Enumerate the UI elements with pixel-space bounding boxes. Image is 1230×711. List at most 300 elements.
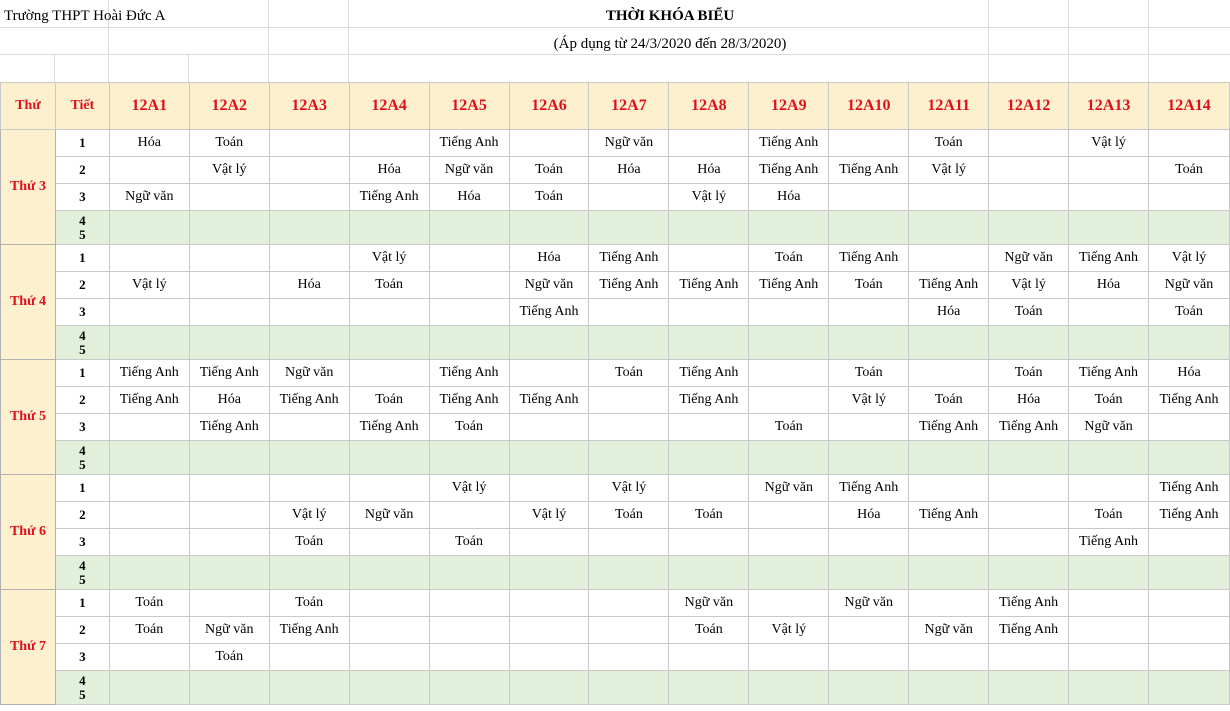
- subject-cell: [669, 475, 749, 502]
- period-row: [1, 529, 1230, 556]
- subject-cell: Toán: [349, 387, 429, 414]
- period-row-4-5: [1, 211, 1230, 245]
- empty-cell: [749, 671, 829, 705]
- subject-cell: Ngữ văn: [269, 360, 349, 387]
- empty-cell: [349, 326, 429, 360]
- empty-cell: [669, 556, 749, 590]
- empty-cell: [189, 556, 269, 590]
- subject-cell: [429, 299, 509, 326]
- subject-cell: Ngữ văn: [189, 617, 269, 644]
- page-subtitle: (Áp dụng từ 24/3/2020 đến 28/3/2020): [553, 36, 787, 52]
- subject-cell: Toán: [989, 360, 1069, 387]
- subject-cell: Tiếng Anh: [749, 272, 829, 299]
- subject-cell: [829, 299, 909, 326]
- subject-cell: [189, 272, 269, 299]
- subject-cell: [1149, 529, 1230, 556]
- empty-cell: [109, 671, 189, 705]
- subject-cell: Tiếng Anh: [1069, 360, 1149, 387]
- subject-cell: [909, 184, 989, 211]
- subject-cell: [269, 130, 349, 157]
- empty-cell: [189, 671, 269, 705]
- period-number: 3: [55, 299, 109, 326]
- subject-cell: [189, 299, 269, 326]
- period-row: [1, 299, 1230, 326]
- period-number: 2: [55, 272, 109, 299]
- class-header: 12A3: [269, 83, 349, 130]
- class-header: 12A5: [429, 83, 509, 130]
- subject-cell: Toán: [109, 590, 189, 617]
- subject-cell: [509, 414, 589, 441]
- subject-cell: Tiếng Anh: [909, 414, 989, 441]
- period-number: 5: [79, 456, 86, 472]
- empty-cell: [749, 211, 829, 245]
- subject-cell: Toán: [109, 617, 189, 644]
- empty-cell: [1069, 326, 1149, 360]
- subject-cell: [589, 387, 669, 414]
- subject-cell: [669, 299, 749, 326]
- subject-cell: Tiếng Anh: [589, 245, 669, 272]
- subject-cell: [829, 184, 909, 211]
- period-number-4-5: [55, 326, 109, 360]
- period-number: 1: [55, 475, 109, 502]
- subject-cell: Tiếng Anh: [1069, 529, 1149, 556]
- subject-cell: Tiếng Anh: [349, 414, 429, 441]
- period-number: 3: [55, 529, 109, 556]
- subject-cell: [269, 157, 349, 184]
- subject-cell: Tiếng Anh: [509, 387, 589, 414]
- subject-cell: [989, 475, 1069, 502]
- subject-cell: Hóa: [429, 184, 509, 211]
- empty-cell: [1149, 556, 1230, 590]
- subject-cell: Tiếng Anh: [669, 360, 749, 387]
- subject-cell: [589, 184, 669, 211]
- subject-cell: Toán: [1149, 299, 1230, 326]
- subject-cell: [1149, 644, 1230, 671]
- period-number-4-5: [55, 556, 109, 590]
- period-number: 3: [55, 184, 109, 211]
- subject-cell: Tiếng Anh: [909, 502, 989, 529]
- class-header: 12A6: [509, 83, 589, 130]
- empty-cell: [989, 441, 1069, 475]
- subject-cell: [749, 590, 829, 617]
- period-row: [1, 617, 1230, 644]
- subject-cell: [749, 644, 829, 671]
- subject-cell: Tiếng Anh: [749, 157, 829, 184]
- subject-cell: [189, 529, 269, 556]
- empty-cell: [269, 441, 349, 475]
- empty-cell: [749, 556, 829, 590]
- subject-cell: [669, 529, 749, 556]
- subject-cell: [349, 590, 429, 617]
- subject-cell: [189, 475, 269, 502]
- period-number: 1: [55, 360, 109, 387]
- subject-cell: Ngữ văn: [509, 272, 589, 299]
- period-row: [1, 414, 1230, 441]
- period-number: 3: [55, 414, 109, 441]
- subject-cell: Tiếng Anh: [269, 387, 349, 414]
- class-header: 12A12: [989, 83, 1069, 130]
- empty-cell: [1149, 326, 1230, 360]
- subject-cell: [669, 245, 749, 272]
- empty-cell: [669, 671, 749, 705]
- subject-cell: Vật lý: [189, 157, 269, 184]
- header-row: [1, 83, 1230, 130]
- class-header: 12A13: [1069, 83, 1149, 130]
- period-number: 2: [55, 387, 109, 414]
- subject-cell: [589, 617, 669, 644]
- subject-cell: [829, 529, 909, 556]
- subject-cell: [1149, 590, 1230, 617]
- subject-cell: Tiếng Anh: [349, 184, 429, 211]
- empty-cell: [189, 326, 269, 360]
- subject-cell: Hóa: [509, 245, 589, 272]
- period-row-4-5: [1, 326, 1230, 360]
- empty-cell: [829, 671, 909, 705]
- subject-cell: [989, 130, 1069, 157]
- period-row: [1, 644, 1230, 671]
- subject-cell: [1149, 414, 1230, 441]
- subject-cell: Toán: [429, 414, 509, 441]
- subject-cell: Hóa: [589, 157, 669, 184]
- empty-cell: [1149, 441, 1230, 475]
- empty-cell: [109, 441, 189, 475]
- subject-cell: [429, 272, 509, 299]
- period-number: 2: [55, 157, 109, 184]
- empty-cell: [909, 211, 989, 245]
- subject-cell: [509, 475, 589, 502]
- subject-cell: [269, 644, 349, 671]
- subject-cell: [989, 502, 1069, 529]
- empty-cell: [589, 326, 669, 360]
- subject-cell: Toán: [909, 387, 989, 414]
- subject-cell: Tiếng Anh: [749, 130, 829, 157]
- timetable: [0, 82, 1230, 705]
- subject-cell: [829, 644, 909, 671]
- period-row-4-5: [1, 556, 1230, 590]
- subject-cell: [109, 644, 189, 671]
- empty-cell: [1149, 211, 1230, 245]
- subject-cell: [1069, 617, 1149, 644]
- subject-cell: Hóa: [349, 157, 429, 184]
- subject-cell: Toán: [1069, 502, 1149, 529]
- subject-cell: Vật lý: [349, 245, 429, 272]
- subject-cell: Vật lý: [589, 475, 669, 502]
- empty-cell: [829, 441, 909, 475]
- empty-cell: [909, 671, 989, 705]
- subject-cell: [349, 644, 429, 671]
- subject-cell: [509, 590, 589, 617]
- period-row: [1, 130, 1230, 157]
- page-title: THỜI KHÓA BIỂU: [605, 8, 735, 24]
- subject-cell: Toán: [1069, 387, 1149, 414]
- subject-cell: [269, 184, 349, 211]
- empty-cell: [429, 671, 509, 705]
- subject-cell: Ngữ văn: [349, 502, 429, 529]
- period-number: 5: [79, 226, 86, 242]
- subject-cell: Tiếng Anh: [669, 272, 749, 299]
- subject-cell: Tiếng Anh: [109, 360, 189, 387]
- subject-cell: [109, 414, 189, 441]
- class-header: 12A14: [1149, 83, 1230, 130]
- period-number-4-5: [55, 671, 109, 705]
- empty-cell: [749, 441, 829, 475]
- subject-cell: Ngữ văn: [669, 590, 749, 617]
- class-header: 12A1: [109, 83, 189, 130]
- subject-cell: Ngữ văn: [109, 184, 189, 211]
- subject-cell: [589, 590, 669, 617]
- period-row-4-5: [1, 671, 1230, 705]
- subject-cell: [669, 414, 749, 441]
- empty-cell: [669, 441, 749, 475]
- subject-cell: [429, 502, 509, 529]
- subject-cell: [109, 502, 189, 529]
- subject-cell: Hóa: [669, 157, 749, 184]
- empty-cell: [669, 326, 749, 360]
- subject-cell: [109, 299, 189, 326]
- subject-cell: [1069, 157, 1149, 184]
- subject-cell: [589, 299, 669, 326]
- subject-cell: Tiếng Anh: [509, 299, 589, 326]
- period-number: 4: [79, 212, 86, 228]
- subject-cell: [1069, 590, 1149, 617]
- empty-cell: [509, 441, 589, 475]
- empty-cell: [269, 326, 349, 360]
- subject-cell: Vật lý: [669, 184, 749, 211]
- subject-cell: Toán: [509, 157, 589, 184]
- subject-cell: [1149, 184, 1230, 211]
- subject-cell: [1149, 130, 1230, 157]
- period-number: 1: [55, 130, 109, 157]
- subject-cell: [989, 157, 1069, 184]
- subject-cell: Hóa: [1149, 360, 1230, 387]
- empty-cell: [109, 556, 189, 590]
- empty-cell: [669, 211, 749, 245]
- subject-cell: [429, 644, 509, 671]
- period-row-4-5: [1, 441, 1230, 475]
- school-name: Trường THPT Hoài Đức A: [4, 8, 166, 24]
- empty-cell: [429, 211, 509, 245]
- empty-cell: [349, 441, 429, 475]
- empty-cell: [989, 556, 1069, 590]
- period-row: [1, 157, 1230, 184]
- period-number-4-5: [55, 441, 109, 475]
- subject-cell: [429, 617, 509, 644]
- subject-cell: Tiếng Anh: [1149, 502, 1230, 529]
- empty-cell: [189, 441, 269, 475]
- period-number: 4: [79, 327, 86, 343]
- subject-cell: [1069, 644, 1149, 671]
- subject-cell: Tiếng Anh: [589, 272, 669, 299]
- period-number: 2: [55, 617, 109, 644]
- subject-cell: Tiếng Anh: [429, 130, 509, 157]
- subject-cell: Tiếng Anh: [1149, 387, 1230, 414]
- subject-cell: Toán: [1149, 157, 1230, 184]
- empty-cell: [1069, 441, 1149, 475]
- period-number: 2: [55, 502, 109, 529]
- subject-cell: Toán: [269, 590, 349, 617]
- subject-cell: [909, 475, 989, 502]
- period-row: [1, 272, 1230, 299]
- subject-cell: Tiếng Anh: [1069, 245, 1149, 272]
- empty-cell: [189, 211, 269, 245]
- subject-cell: [109, 245, 189, 272]
- subject-cell: [109, 529, 189, 556]
- timetable-body: [1, 130, 1230, 705]
- empty-cell: [909, 556, 989, 590]
- subject-cell: [669, 644, 749, 671]
- subject-cell: Toán: [909, 130, 989, 157]
- subject-cell: Ngữ văn: [1069, 414, 1149, 441]
- empty-cell: [349, 556, 429, 590]
- subject-cell: Hóa: [109, 130, 189, 157]
- subject-cell: [1069, 475, 1149, 502]
- subject-cell: Tiếng Anh: [429, 360, 509, 387]
- subject-cell: [189, 184, 269, 211]
- subject-cell: Tiếng Anh: [189, 360, 269, 387]
- period-number: 4: [79, 672, 86, 688]
- subject-cell: Tiếng Anh: [1149, 475, 1230, 502]
- subject-cell: Tiếng Anh: [189, 414, 269, 441]
- subject-cell: [109, 157, 189, 184]
- empty-cell: [269, 671, 349, 705]
- subject-cell: [589, 644, 669, 671]
- subject-cell: Vật lý: [829, 387, 909, 414]
- subject-cell: [589, 529, 669, 556]
- subject-cell: [349, 130, 429, 157]
- empty-cell: [829, 211, 909, 245]
- empty-cell: [109, 211, 189, 245]
- period-row: [1, 184, 1230, 211]
- empty-cell: [509, 671, 589, 705]
- empty-cell: [589, 556, 669, 590]
- class-header: 12A8: [669, 83, 749, 130]
- subject-cell: [269, 245, 349, 272]
- day-cell: Thứ 7: [1, 590, 56, 705]
- subject-cell: Toán: [269, 529, 349, 556]
- subject-cell: Tiếng Anh: [669, 387, 749, 414]
- subject-cell: Ngữ văn: [989, 245, 1069, 272]
- subject-cell: [509, 130, 589, 157]
- subject-cell: [189, 502, 269, 529]
- empty-cell: [429, 326, 509, 360]
- period-row: [1, 360, 1230, 387]
- empty-cell: [269, 556, 349, 590]
- subject-cell: [829, 130, 909, 157]
- subject-cell: [349, 617, 429, 644]
- subject-cell: [109, 475, 189, 502]
- subject-cell: [509, 529, 589, 556]
- empty-cell: [349, 211, 429, 245]
- period-number: 5: [79, 341, 86, 357]
- empty-cell: [829, 326, 909, 360]
- subject-cell: [749, 299, 829, 326]
- class-header: 12A7: [589, 83, 669, 130]
- subject-cell: [269, 414, 349, 441]
- empty-cell: [269, 211, 349, 245]
- empty-cell: [589, 211, 669, 245]
- subject-cell: [349, 529, 429, 556]
- subject-cell: [349, 299, 429, 326]
- empty-cell: [509, 211, 589, 245]
- subject-cell: Vật lý: [429, 475, 509, 502]
- subject-cell: Vật lý: [1149, 245, 1230, 272]
- empty-cell: [509, 326, 589, 360]
- subject-cell: Hóa: [1069, 272, 1149, 299]
- empty-cell: [589, 441, 669, 475]
- subject-cell: Toán: [189, 130, 269, 157]
- subject-cell: Vật lý: [1069, 130, 1149, 157]
- empty-cell: [109, 326, 189, 360]
- subject-cell: [749, 387, 829, 414]
- subject-cell: Toán: [589, 502, 669, 529]
- subject-cell: [509, 617, 589, 644]
- subject-cell: [749, 360, 829, 387]
- subject-cell: Ngữ văn: [749, 475, 829, 502]
- subject-cell: [429, 590, 509, 617]
- subject-cell: Vật lý: [109, 272, 189, 299]
- subject-cell: [1149, 617, 1230, 644]
- period-header: Tiết: [55, 83, 109, 130]
- subject-cell: Tiếng Anh: [829, 245, 909, 272]
- subject-cell: Toán: [669, 617, 749, 644]
- empty-cell: [1069, 211, 1149, 245]
- subject-cell: Ngữ văn: [1149, 272, 1230, 299]
- subject-cell: Tiếng Anh: [269, 617, 349, 644]
- period-number: 4: [79, 442, 86, 458]
- empty-cell: [829, 556, 909, 590]
- subject-cell: [1069, 184, 1149, 211]
- subject-cell: Tiếng Anh: [989, 617, 1069, 644]
- subject-cell: Toán: [749, 414, 829, 441]
- subject-cell: [509, 644, 589, 671]
- subject-cell: [829, 617, 909, 644]
- period-row: [1, 387, 1230, 414]
- subject-cell: [909, 360, 989, 387]
- subject-cell: Hóa: [269, 272, 349, 299]
- subject-cell: [429, 245, 509, 272]
- day-cell: Thứ 4: [1, 245, 56, 360]
- empty-cell: [909, 326, 989, 360]
- subject-cell: Vật lý: [269, 502, 349, 529]
- subject-cell: [189, 245, 269, 272]
- subject-cell: [349, 475, 429, 502]
- subject-cell: Toán: [589, 360, 669, 387]
- period-row: [1, 475, 1230, 502]
- class-header: 12A2: [189, 83, 269, 130]
- subject-cell: [589, 414, 669, 441]
- day-header: Thứ: [1, 83, 56, 130]
- subject-cell: [989, 184, 1069, 211]
- subject-cell: Toán: [509, 184, 589, 211]
- subject-cell: Hóa: [989, 387, 1069, 414]
- subject-cell: Ngữ văn: [429, 157, 509, 184]
- subject-cell: Hóa: [189, 387, 269, 414]
- subject-cell: Tiếng Anh: [909, 272, 989, 299]
- class-header: 12A4: [349, 83, 429, 130]
- subject-cell: Tiếng Anh: [829, 475, 909, 502]
- subject-cell: [989, 644, 1069, 671]
- subject-cell: Tiếng Anh: [109, 387, 189, 414]
- subject-cell: [909, 590, 989, 617]
- subject-cell: [349, 360, 429, 387]
- subject-cell: [189, 590, 269, 617]
- empty-cell: [989, 211, 1069, 245]
- subject-cell: Toán: [989, 299, 1069, 326]
- period-number-4-5: [55, 211, 109, 245]
- subject-cell: Ngữ văn: [589, 130, 669, 157]
- subject-cell: [269, 475, 349, 502]
- subject-cell: [749, 502, 829, 529]
